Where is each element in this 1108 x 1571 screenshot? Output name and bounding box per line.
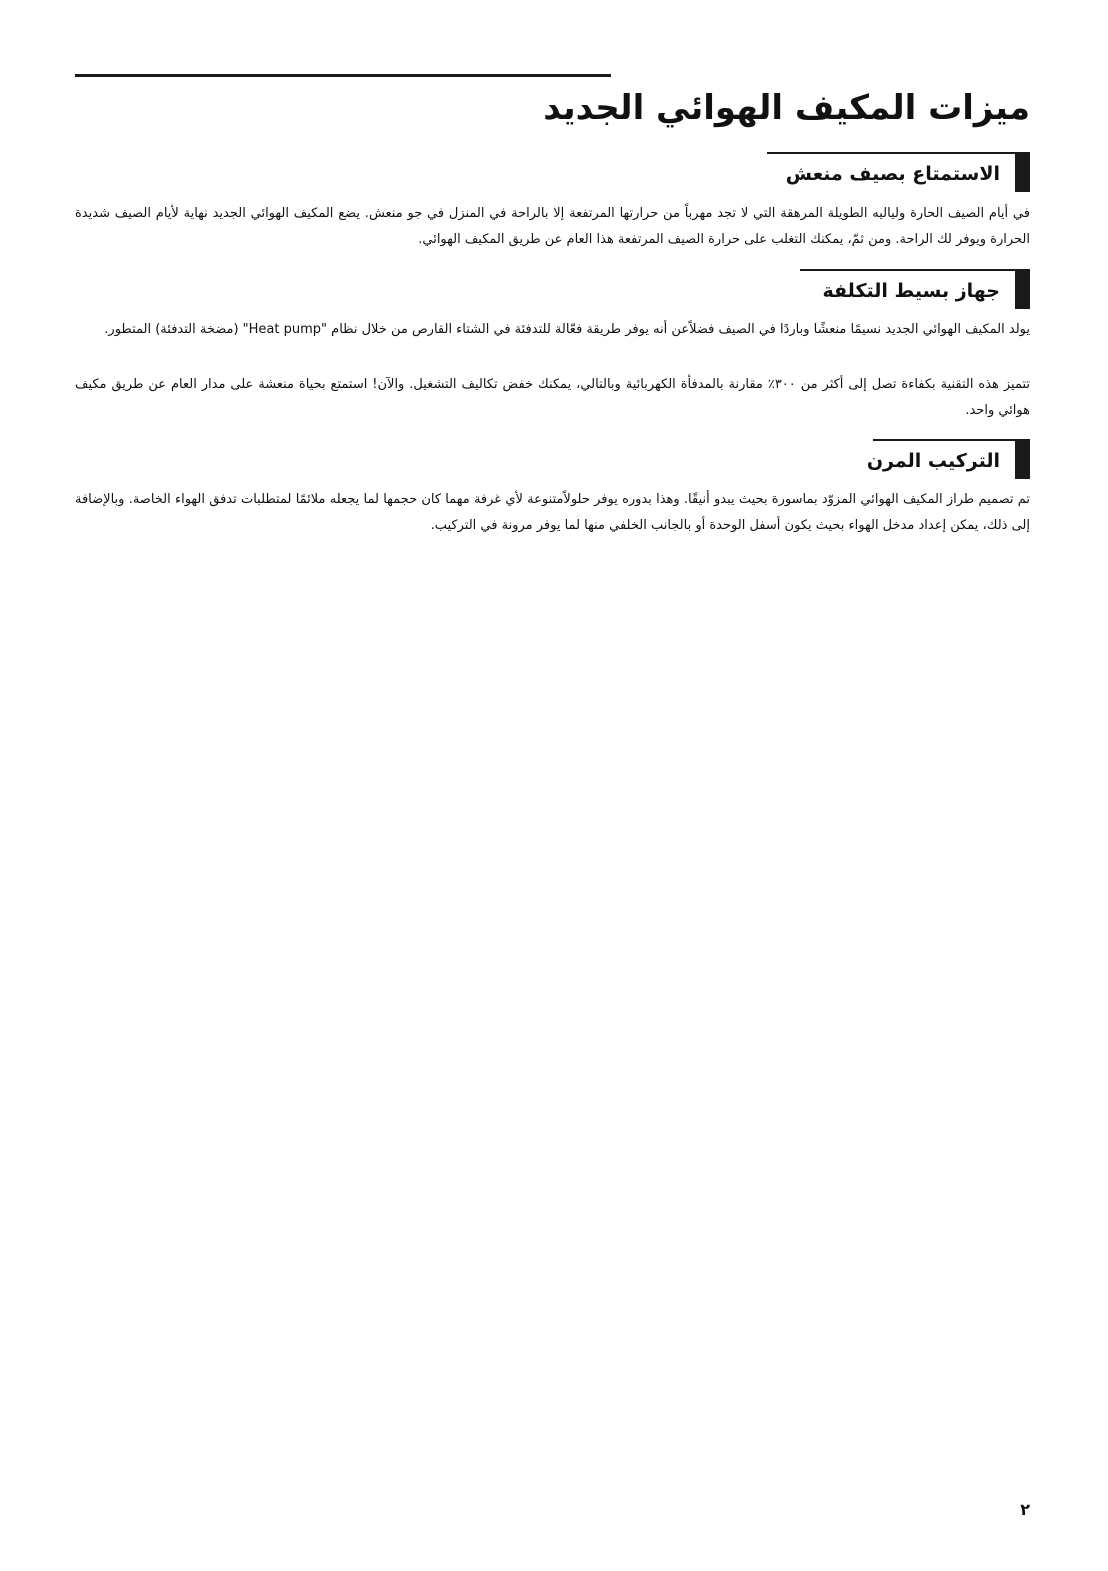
- page-number: ٢: [1020, 1500, 1030, 1519]
- heading-bar: [1015, 269, 1030, 309]
- section-heading-enjoy-summer: [767, 152, 1030, 192]
- section-heading-label: التركيب المرن: [866, 450, 1000, 472]
- paragraph-enjoy-summer: في أيام الصيف الحارة ولياليه الطويلة المرهقة التي لا تجد مهرباً من حرارتها المرتفعة إلا بالراحة في المنزل في جو منعش. يضع المكيف الهوائي الجديد نهاية لأيام الصيف شديدة الحرارة ويوفر لك الراحة. ومن ثمّ، يمكنك التغلب على حرارة الصيف المرتفعة هذا العام عن طريق المكيف الهوائي.: [75, 206, 1030, 247]
- section-heading-label: جهاز بسيط التكلفة: [822, 280, 1000, 302]
- section-heading-label: الاستمتاع بصيف منعش: [785, 163, 1000, 185]
- heading-bar: [1015, 439, 1030, 479]
- paragraph-low-cost-1: يولد المكيف الهوائي الجديد نسيمًا منعشًا وباردًا في الصيف فضلاًعن أنه يوفر طريقة فعّالة للتدفئة في الشتاء القارص من خلال نظام "Heat pump" (مضخة التدفئة) المتطور.: [104, 322, 1030, 337]
- section-heading-flexible-installation: [866, 439, 1030, 479]
- top-rule: [75, 74, 611, 77]
- heading-bar: [1015, 152, 1030, 192]
- section-heading-low-cost: [800, 269, 1030, 309]
- page-title: ميزات المكيف الهوائي الجديد: [543, 88, 1030, 128]
- paragraph-low-cost-2: تتميز هذه التقنية بكفاءة تصل إلى أكثر من ٣٠٠٪ مقارنة بالمدفأة الكهربائية وبالتالي، يمكنك خفض تكاليف التشغيل. والآن! استمتع بحياة منعشة على مدار العام عن طريق مكيف هوائي واحد.: [75, 377, 1031, 418]
- paragraph-flexible-installation: تم تصميم طراز المكيف الهوائي المزوّد بماسورة بحيث يبدو أنيقًا. وهذا بدوره يوفر حلولاًمتنوعة لأي غرفة مهما كان حجمها لما يجعله ملائمًا لمتطلبات تدفق الهواء الخاصة. وبالإضافة إلى ذلك، يمكن إعداد مدخل الهواء بحيث يكون أسفل الوحدة أو بالجانب الخلفي منها لما يوفر مرونة في التركيب.: [75, 492, 1030, 533]
